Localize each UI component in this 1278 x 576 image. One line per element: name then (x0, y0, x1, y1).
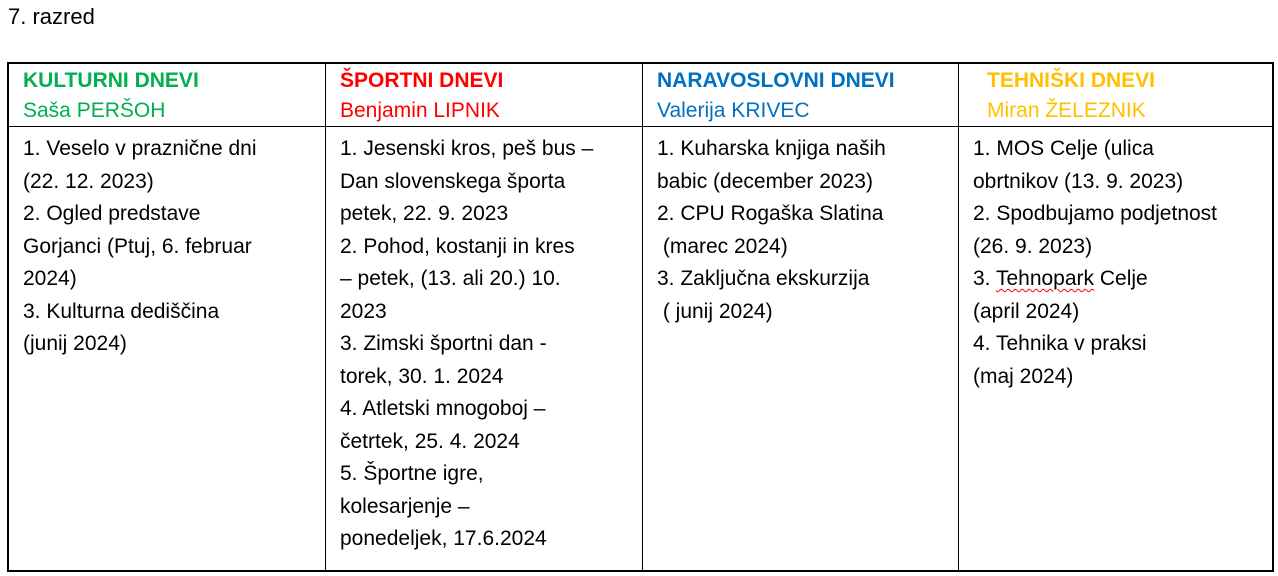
schedule-table (7, 62, 1274, 572)
event-line: 2. Pohod, kostanji in kres (340, 234, 575, 258)
column-leader: Miran ŽELEZNIK (987, 99, 1146, 122)
column-title: TEHNIŠKI DNEVI (987, 69, 1156, 92)
event-line: kolesarjenje – (340, 494, 470, 518)
event-line-prefix: 3. (973, 267, 996, 290)
header-sportni-dnevi (326, 64, 643, 127)
column-title: KULTURNI DNEVI (23, 69, 199, 92)
column-leader: Benjamin LIPNIK (340, 99, 500, 122)
event-line: ponedeljek, 17.6.2024 (340, 527, 547, 550)
cell-naravoslovni-dnevi (643, 127, 959, 570)
header-tehniski-dnevi (959, 64, 1272, 127)
event-line: (april 2024) (973, 299, 1080, 323)
column-leader: Valerija KRIVEC (657, 99, 810, 122)
event-line: 2. Spodbujamo podjetnost (973, 202, 1218, 225)
event-line: ( junij 2024) (657, 299, 773, 323)
event-line: Gorjanci (Ptuj, 6. februar (23, 234, 252, 258)
event-line: (26. 9. 2023) (973, 234, 1093, 258)
event-line: 4. Atletski mnogoboj – (340, 397, 546, 420)
cell-kulturni-dnevi (9, 127, 326, 570)
event-line: četrtek, 25. 4. 2024 (340, 429, 520, 453)
event-line: petek, 22. 9. 2023 (340, 202, 509, 225)
event-line: – petek, (13. ali 20.) 10. (340, 267, 561, 290)
event-line: (marec 2024) (657, 234, 788, 258)
event-line-rest: Celje (1094, 267, 1148, 290)
column-leader: Saša PERŠOH (23, 99, 166, 122)
event-line: 3. Zaključna ekskurzija (657, 267, 870, 290)
event-line: 1. Veselo v praznične dni (23, 137, 257, 160)
cell-tehniski-dnevi (959, 127, 1272, 570)
event-line: 1. MOS Celje (ulica (973, 137, 1154, 160)
column-title: ŠPORTNI DNEVI (340, 69, 504, 92)
header-naravoslovni-dnevi (643, 64, 959, 127)
event-line: torek, 30. 1. 2024 (340, 364, 504, 388)
column-title: NARAVOSLOVNI DNEVI (657, 69, 895, 92)
event-line: 3. Kulturna dediščina (23, 299, 220, 323)
event-line: (22. 12. 2023) (23, 169, 154, 193)
event-line: 1. Jesenski kros, peš bus – (340, 137, 594, 160)
event-line: Dan slovenskega športa (340, 169, 566, 193)
event-line: 4. Tehnika v praksi (973, 332, 1147, 355)
header-kulturni-dnevi (9, 64, 326, 127)
event-line: 1. Kuharska knjiga naših (657, 137, 886, 160)
event-line: (maj 2024) (973, 364, 1074, 388)
cell-sportni-dnevi (326, 127, 643, 570)
spellcheck-flagged-word: Tehnopark (995, 267, 1095, 290)
event-line: 2024) (23, 267, 77, 290)
event-line: (junij 2024) (23, 332, 127, 355)
event-line: 2. Ogled predstave (23, 202, 201, 225)
page-title: 7. razred (8, 4, 95, 29)
event-line (973, 263, 1264, 296)
event-line: 2023 (340, 299, 387, 323)
event-line: 2. CPU Rogaška Slatina (657, 202, 884, 225)
event-line: obrtnikov (13. 9. 2023) (973, 169, 1184, 193)
event-line: 3. Zimski športni dan - (340, 332, 547, 355)
event-line: babic (december 2023) (657, 169, 873, 193)
event-line: 5. Športne igre, (340, 462, 484, 485)
